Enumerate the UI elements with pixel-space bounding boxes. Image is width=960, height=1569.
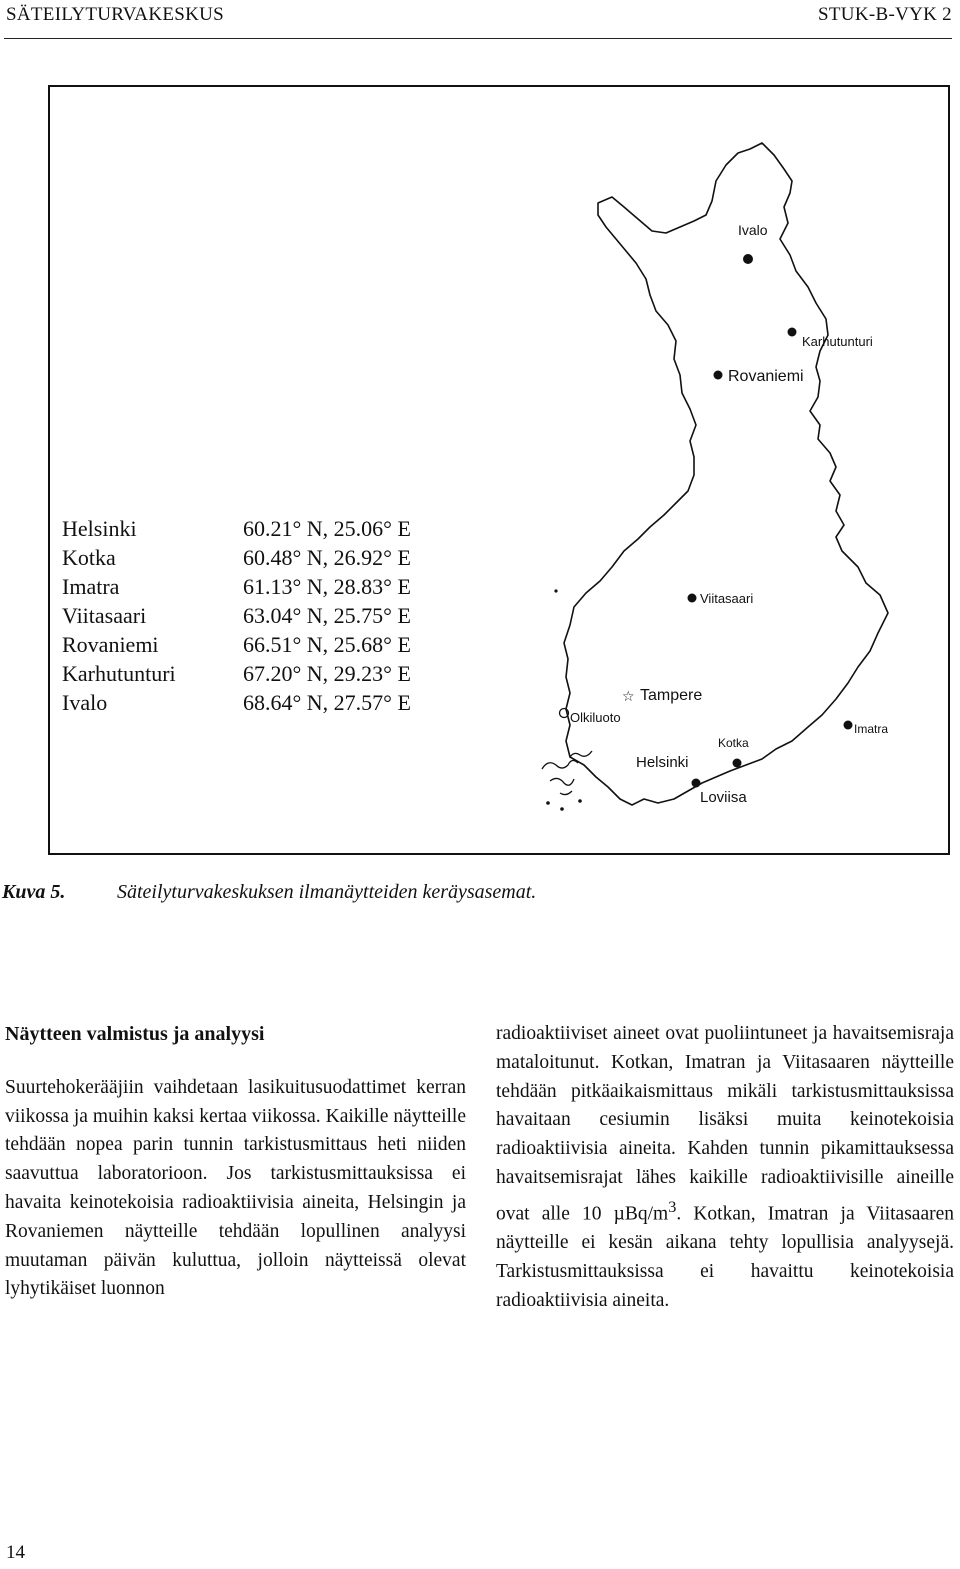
map-label-helsinki: Helsinki — [636, 754, 689, 771]
station-coordinates: 63.04° N, 25.75° E — [243, 603, 411, 628]
map-label-kotka: Kotka — [718, 736, 749, 750]
map-label-rovaniemi: Rovaniemi — [728, 368, 804, 385]
station-marker-ivalo — [743, 254, 753, 264]
map-label-olkiluoto: Olkiluoto — [570, 710, 621, 725]
station-name: Helsinki — [62, 516, 137, 541]
superscript: 3 — [668, 1197, 677, 1216]
map-label-imatra: Imatra — [854, 722, 889, 736]
running-header-right: STUK-B-VYK 2 — [818, 4, 952, 25]
star-icon: ☆ — [622, 689, 635, 705]
station-coordinates: 61.13° N, 28.83° E — [243, 574, 411, 599]
body-paragraph: Suurtehokerääjiin vaihdetaan lasikuitusuodattimet kerran viikossa ja muihin kaksi kertaa viikossa. Kaikille näytteille tehdään nopea parin tunnin tarkistusmittaus heti niiden saavuttua laboratorioon. Jos tarkistusmittauksissa ei havaita keinotekoisia radioaktiivisia aineita, Helsingin ja Rovaniemen näytteille tehdään lopullinen analyysi muutaman päivän kuluttua, jolloin näytteissä olevat lyhytikäiset luonnon — [5, 1076, 466, 1300]
station-marker-kotka — [733, 759, 742, 768]
island-dot — [560, 807, 564, 811]
page-number: 14 — [6, 1542, 25, 1563]
finland-outline — [564, 143, 888, 805]
island-dot — [546, 801, 550, 805]
station-name: Viitasaari — [62, 603, 147, 628]
island-dot — [578, 799, 582, 803]
map-label-tampere: Tampere — [640, 687, 703, 704]
station-coordinates: 66.51° N, 25.68° E — [243, 632, 411, 657]
section-heading: Näytteen valmistus ja analyysi — [5, 1023, 265, 1045]
caption-label: Kuva 5. — [2, 881, 66, 903]
island-dot — [554, 589, 557, 592]
running-header-left: SÄTEILYTURVAKESKUS — [6, 4, 225, 25]
station-marker-karhutunturi — [788, 328, 797, 337]
station-coordinates: 68.64° N, 27.57° E — [243, 690, 411, 715]
finland-map — [540, 135, 940, 815]
station-coordinates: 67.20° N, 29.23° E — [243, 661, 411, 686]
station-marker-viitasaari — [688, 594, 697, 603]
station-coordinates: 60.21° N, 25.06° E — [243, 516, 411, 541]
text-column-right — [496, 1020, 954, 1315]
station-marker-rovaniemi — [714, 371, 723, 380]
archipelago — [542, 751, 592, 795]
caption-text: Säteilyturvakeskuksen ilmanäytteiden keräysasemat. — [117, 881, 537, 903]
station-name: Ivalo — [62, 690, 108, 715]
map-label-karhutunturi: Karhutunturi — [802, 334, 873, 349]
station-coordinates: 60.48° N, 26.92° E — [243, 545, 411, 570]
body-paragraph — [496, 1020, 954, 1315]
station-name: Karhutunturi — [62, 661, 176, 686]
station-marker-imatra — [844, 721, 853, 730]
station-name: Imatra — [62, 574, 120, 599]
station-marker-helsinki — [692, 779, 701, 788]
header-rule — [4, 38, 952, 39]
body-text: radioaktiiviset aineet ovat puoliintuneet ja havaitsemisraja mataloitunut. Kotkan, Imatran ja Viitasaaren näytteille tehdään pitkäaikaismittaus mikäli tarkistusmittauksissa havaitaan cesiumin lisäksi muita keinotekoisia radioaktiivisia aineita. Kahden tunnin pikamittauksessa havaitsemisrajat lähes kaikille radioaktiivisille aineille ovat alle 10 µBq/m — [496, 1023, 954, 1225]
map-label-viitasaari: Viitasaari — [700, 591, 754, 606]
station-name: Kotka — [62, 545, 116, 570]
text-column-left — [5, 1020, 466, 1304]
station-name: Rovaniemi — [62, 632, 159, 657]
body-text: . Kotkan, Imatran ja Viitasaaren näytteille ei kesän aikana tehty lopullisia analyysejä. Tarkistusmittauksissa ei havaittu keinotekoisia radioaktiivisia aineita. — [496, 1203, 955, 1311]
map-label-ivalo: Ivalo — [738, 222, 768, 238]
map-label-loviisa: Loviisa — [700, 789, 747, 806]
